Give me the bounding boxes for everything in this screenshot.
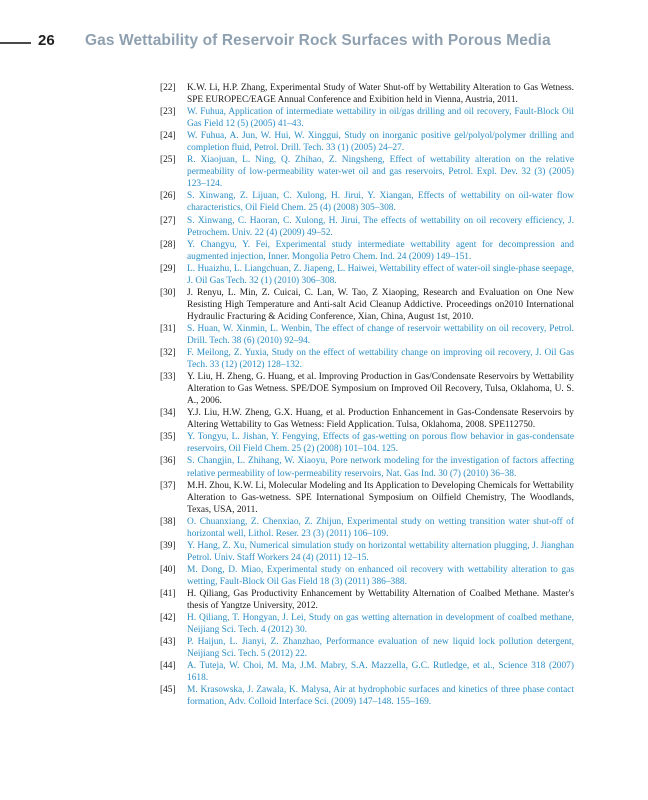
reference-link[interactable]: P. Haijun, L. Jianyi, Z. Zhanzhao, Performance evaluation of new liquid lock pollution detergent, Neijiang Sci. Tech. 5 (2012) 22. xyxy=(187,637,574,660)
reference-list xyxy=(160,82,574,708)
reference-link[interactable]: S. Xinwang, C. Haoran, C. Xulong, H. Jirui, The effects of wettability on oil recovery efficiency, J. Petrochem. Univ. 22 (4) (2009) 49–52. xyxy=(187,215,574,238)
reference-link[interactable]: Y. Changyu, Y. Fei, Experimental study intermediate wettability agent for decompression and augmented injection, Inner. Mongolia Petro Chem. Ind. 24 (2009) 149–151. xyxy=(187,239,574,262)
reference-item xyxy=(160,263,574,287)
reference-text: K.W. Li, H.P. Zhang, Experimental Study of Water Shut-off by Wettability Alteration to Gas Wetness. SPE EUROPEC/EAGE Annual Conference and Exibition held in Vienna, Austria, 2011. xyxy=(187,83,574,106)
reference-link[interactable]: S. Changjin, L. Zhihang, W. Xiaoyu, Pore network modeling for the investigation of factors affecting relative permeability of low-permeability reservoirs, Nat. Gas Ind. 30 (7) (2010) 36–38. xyxy=(187,456,574,479)
reference-link[interactable]: A. Tuteja, W. Choi, M. Ma, J.M. Mabry, S.A. Mazzella, G.C. Rutledge, et al., Science 318 (2007) 1618. xyxy=(187,661,574,684)
reference-number: [34] xyxy=(160,408,176,419)
reference-text: H. Qiliang, Gas Productivity Enhancement by Wettability Alternation of Coalbed Methane. Master's thesis of Yangtze University, 2012. xyxy=(187,588,574,612)
reference-number: [35] xyxy=(160,432,176,443)
reference-item xyxy=(160,130,574,154)
reference-number: [41] xyxy=(160,588,176,599)
reference-number: [32] xyxy=(160,348,176,359)
reference-link[interactable]: W. Fuhua, A. Jun, W. Hui, W. Xinggui, Study on inorganic positive gel/polyol/polymer drilling and completion fluid, Petrol. Drill. Tech. 33 (1) (2005) 24–27. xyxy=(187,131,574,154)
reference-item xyxy=(160,540,574,564)
reference-item xyxy=(160,480,574,516)
reference-link[interactable]: W. Fuhua, Application of intermediate wettability in oil/gas drilling and oil recovery, Fault-Block Oil Gas Field 12 (5) (2005) 41–43. xyxy=(187,107,574,130)
reference-link[interactable]: R. Xiaojuan, L. Ning, Q. Zhihao, Z. Ningsheng, Effect of wettability alteration on the relative permeability of low-permeability water-wet oil and gas reservoirs, Petrol. Expl. Dev. 32 (3) (2005) 123–124. xyxy=(187,155,574,190)
reference-link[interactable]: O. Chuanxiang, Z. Chenxiao, Z. Zhijun, Experimental study on wetting transition water shut-off of horizontal well, Lithol. Reser. 23 (3) (2011) 106–109. xyxy=(187,516,574,539)
reference-item xyxy=(160,516,574,540)
reference-number: [40] xyxy=(160,564,176,575)
reference-number: [37] xyxy=(160,480,176,491)
reference-item xyxy=(160,407,574,431)
reference-number: [45] xyxy=(160,685,176,696)
reference-item xyxy=(160,106,574,130)
reference-item xyxy=(160,455,574,479)
reference-number: [42] xyxy=(160,613,176,624)
reference-text: Y.J. Liu, H.W. Zheng, G.X. Huang, et al. Production Enhancement in Gas-Condensate Reservoirs by Altering Wettability to Gas Wetness: Field Application. Tulsa, Oklahoma, 2008. SPE112750. xyxy=(187,408,574,431)
reference-text: J. Renyu, L. Min, Z. Cuicai, C. Lan, W. Tao, Z Xiaoping, Research and Evaluation on One New Resisting High Temperature and Anti-salt Acid Cleanup Addictive. Proceedings on2010 International Hydraulic Fracturing & Aciding Conference, Xian, China, August 1st, 2010. xyxy=(187,287,574,322)
reference-item xyxy=(160,684,574,708)
reference-item xyxy=(160,431,574,455)
reference-link[interactable]: Y. Tongyu, L. Jishan, Y. Fengying, Effects of gas-wetting on porous flow behavior in gas-condensate reservoirs, Oil Field Chem. 25 (2) (2008) 101–104. 125. xyxy=(187,432,574,455)
reference-item xyxy=(160,636,574,660)
reference-item xyxy=(160,371,574,407)
reference-item xyxy=(160,287,574,323)
reference-number: [44] xyxy=(160,661,176,672)
reference-item xyxy=(160,190,574,214)
reference-link[interactable]: L. Huaizhu, L. Liangchuan, Z. Jiapeng, L. Haiwei, Wettability effect of water-oil single-phase seepage, J. Oil Gas Tech. 32 (1) (2010) 306–308. xyxy=(187,263,574,286)
reference-number: [26] xyxy=(160,191,176,202)
reference-number: [38] xyxy=(160,516,176,527)
reference-item xyxy=(160,323,574,347)
reference-link[interactable]: M. Krasowska, J. Zawala, K. Malysa, Air at hydrophobic surfaces and kinetics of three phase contact formation, Adv. Colloid Interface Sci. (2009) 147–148. 155–169. xyxy=(187,685,574,708)
reference-number: [31] xyxy=(160,323,176,334)
reference-number: [29] xyxy=(160,263,176,274)
reference-item xyxy=(160,347,574,371)
reference-link[interactable]: S. Huan, W. Xinmin, L. Wenbin, The effect of change of reservoir wettability on oil recovery, Petrol. Drill. Tech. 38 (6) (2010) 92–94. xyxy=(187,323,574,346)
reference-number: [43] xyxy=(160,637,176,648)
reference-link[interactable]: Y. Hang, Z. Xu, Numerical simulation study on horizontal wettability alternation plugging, J. Jianghan Petrol. Univ. Staff Workers 24 (4) (2011) 12–15. xyxy=(187,540,574,563)
reference-text: M.H. Zhou, K.W. Li, Molecular Modeling and Its Application to Developing Chemicals for Wettability Alteration to Gas-wetness. SPE International Symposium on Oilfield Chemistry, The Woodlands, Texas, USA, 2011. xyxy=(187,480,574,515)
reference-number: [30] xyxy=(160,287,176,298)
reference-link[interactable]: S. Xinwang, Z. Lijuan, C. Xulong, H. Jirui, Y. Xiangan, Effects of wettability on oil-water flow characteristics, Oil Field Chem. 25 (4) (2008) 305–308. xyxy=(187,191,574,214)
reference-item xyxy=(160,215,574,239)
running-title: Gas Wettability of Reservoir Rock Surfaces with Porous Media xyxy=(85,32,551,49)
reference-number: [28] xyxy=(160,239,176,250)
reference-number: [23] xyxy=(160,107,176,118)
page-number: 26 xyxy=(38,32,55,49)
reference-item xyxy=(160,660,574,684)
reference-number: [22] xyxy=(160,83,176,93)
reference-number: [25] xyxy=(160,155,176,166)
reference-item xyxy=(160,588,574,612)
reference-number: [24] xyxy=(160,131,176,142)
reference-item xyxy=(160,82,574,106)
reference-number: [33] xyxy=(160,372,176,383)
reference-item xyxy=(160,612,574,636)
reference-number: [39] xyxy=(160,540,176,551)
page-header xyxy=(0,30,648,56)
reference-item xyxy=(160,154,574,190)
reference-text: Y. Liu, H. Zheng, G. Huang, et al. Improving Production in Gas/Condensate Reservoirs by Wettability Alteration to Gas Wetness. SPE/DOE Symposium on Improved Oil Recovery, Tulsa, Oklahoma, U. S. A., 2006. xyxy=(187,372,574,407)
reference-number: [27] xyxy=(160,215,176,226)
reference-item xyxy=(160,239,574,263)
header-rule xyxy=(0,42,31,44)
reference-link[interactable]: M. Dong, D. Miao, Experimental study on enhanced oil recovery with wettability alteration to gas wetting, Fault-Block Oil Gas Field 18 (3) (2011) 386–388. xyxy=(187,564,574,587)
reference-number: [36] xyxy=(160,456,176,467)
reference-link[interactable]: H. Qiliang, T. Hongyan, J. Lei, Study on gas wetting alternation in development of coalbed methane, Neijiang Sci. Tech. 4 (2012) 30. xyxy=(187,613,574,636)
reference-item xyxy=(160,564,574,588)
reference-link[interactable]: F. Meilong, Z. Yuxia, Study on the effect of wettability change on improving oil recovery, J. Oil Gas Tech. 33 (12) (2012) 128–132. xyxy=(187,348,574,371)
